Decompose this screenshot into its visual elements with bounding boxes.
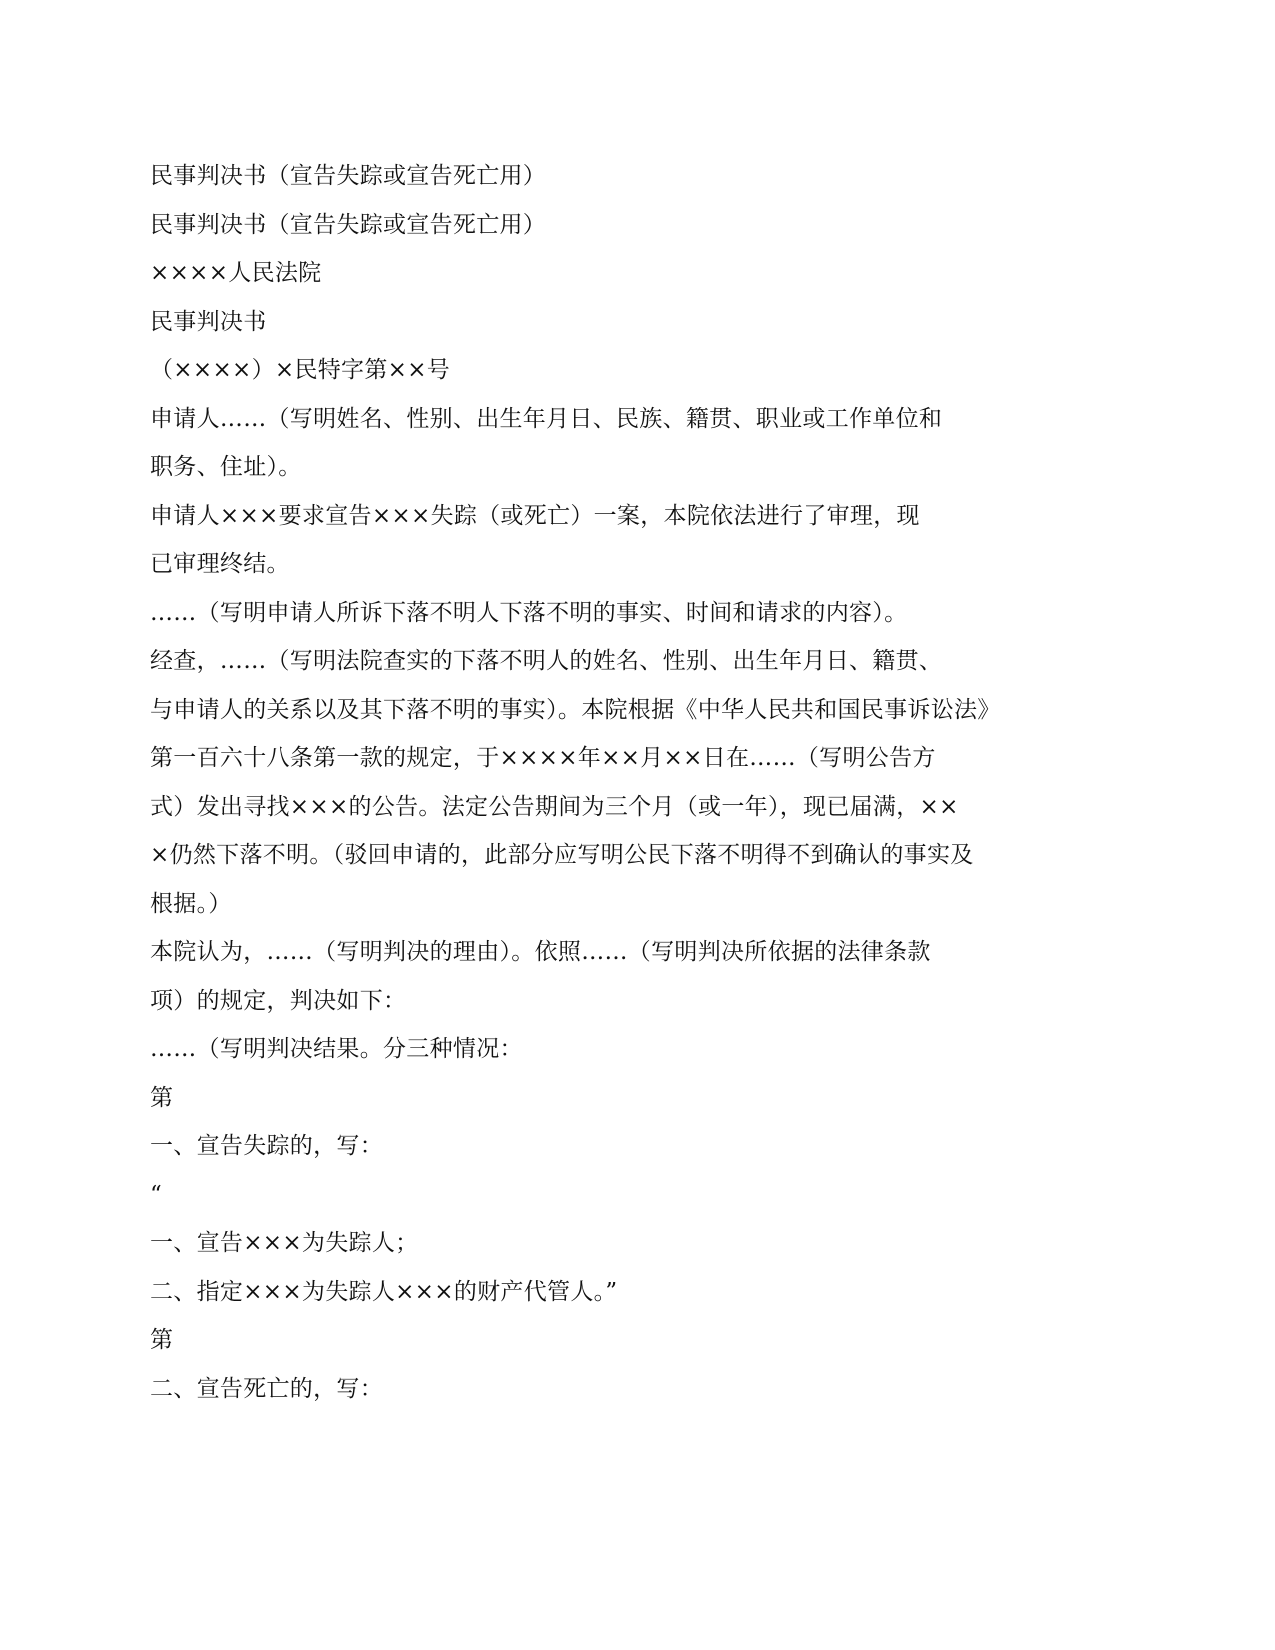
case-number: （××××）×民特字第××号 bbox=[150, 357, 451, 383]
body-line: 申请人×××要求宣告×××失踪（或死亡）一案，本院依法进行了审理，现 bbox=[150, 503, 920, 529]
body-line: 项）的规定，判决如下： bbox=[150, 988, 407, 1014]
body-line: 根据。） bbox=[150, 891, 232, 917]
body-line: 本院认为，……（写明判决的理由）。依照……（写明判决所依据的法律条款 bbox=[150, 939, 931, 965]
body-line: “ bbox=[150, 1182, 163, 1208]
body-line: ×仍然下落不明。（驳回申请的，此部分应写明公民下落不明得不到确认的事实及 bbox=[150, 842, 974, 868]
body-line: 一、宣告×××为失踪人； bbox=[150, 1230, 419, 1256]
body-line: 二、宣告死亡的，写： bbox=[150, 1376, 383, 1402]
body-line: 职务、住址）。 bbox=[150, 454, 302, 480]
body-line: 一、宣告失踪的，写： bbox=[150, 1133, 383, 1159]
body-line: 第 bbox=[150, 1085, 174, 1111]
body-line: 第 bbox=[150, 1327, 174, 1353]
body-line: 申请人……（写明姓名、性别、出生年月日、民族、籍贯、职业或工作单位和 bbox=[150, 406, 943, 432]
body-line: 第一百六十八条第一款的规定，于××××年××月××日在……（写明公告方 bbox=[150, 745, 936, 771]
body-line: 已审理终结。 bbox=[150, 551, 290, 577]
body-line: ……（写明判决结果。分三种情况： bbox=[150, 1036, 523, 1062]
body-line: ……（写明申请人所诉下落不明人下落不明的事实、时间和请求的内容）。 bbox=[150, 600, 908, 626]
judgment-type: 民事判决书 bbox=[150, 309, 267, 335]
body-line: 二、指定×××为失踪人×××的财产代管人。” bbox=[150, 1279, 618, 1305]
body-line: 与申请人的关系以及其下落不明的事实）。本院根据《中华人民共和国民事诉讼法》 bbox=[150, 697, 1001, 723]
body-line: 经查，……（写明法院查实的下落不明人的姓名、性别、出生年月日、籍贯、 bbox=[150, 648, 943, 674]
court-name: ××××人民法院 bbox=[150, 260, 322, 286]
body-line: 式）发出寻找×××的公告。法定公告期间为三个月（或一年），现已届满，×× bbox=[150, 794, 959, 820]
document-title: 民事判决书（宣告失踪或宣告死亡用） bbox=[150, 212, 547, 238]
document-heading: 民事判决书（宣告失踪或宣告死亡用） bbox=[150, 163, 547, 189]
